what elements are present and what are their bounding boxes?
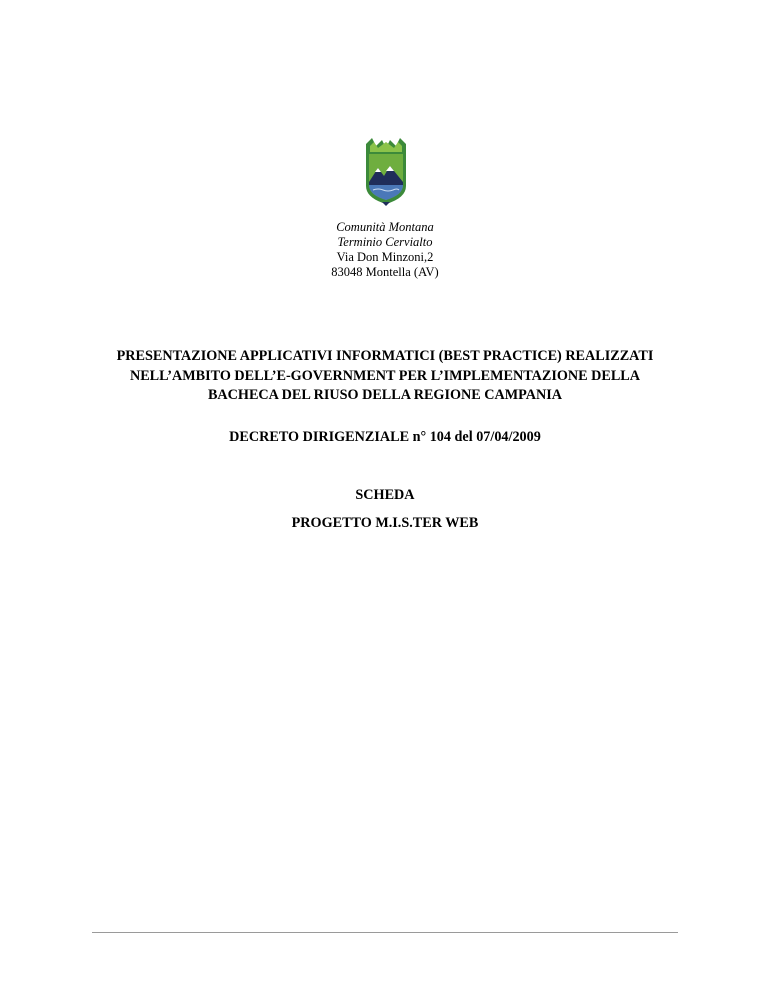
emblem-icon [362,138,410,206]
community-emblem-logo [362,138,410,206]
organization-name-line1: Comunità Montana [336,220,434,234]
project-name: PROGETTO M.I.S.TER WEB [291,515,479,531]
organization-address-block [0,220,768,280]
organization-street: Via Don Minzoni,2 [336,250,434,264]
organization-city: 83048 Montella (AV) [331,265,439,279]
title-line-1: PRESENTAZIONE APPLICATIVI INFORMATICI (BEST PRACTICE) REALIZZATI [116,348,654,364]
title-line-3: BACHECA DEL RIUSO DELLA REGIONE CAMPANIA [207,387,563,403]
decree-reference: DECRETO DIRIGENZIALE n° 104 del 07/04/2009 [229,429,541,445]
organization-name-line2: Terminio Cervialto [337,235,433,249]
footer-divider [92,932,678,933]
title-line-2: NELL’AMBITO DELL’E-GOVERNMENT PER L’IMPLEMENTAZIONE DELLA [129,367,641,384]
document-title [60,347,710,406]
section-heading: SCHEDA [355,487,415,503]
